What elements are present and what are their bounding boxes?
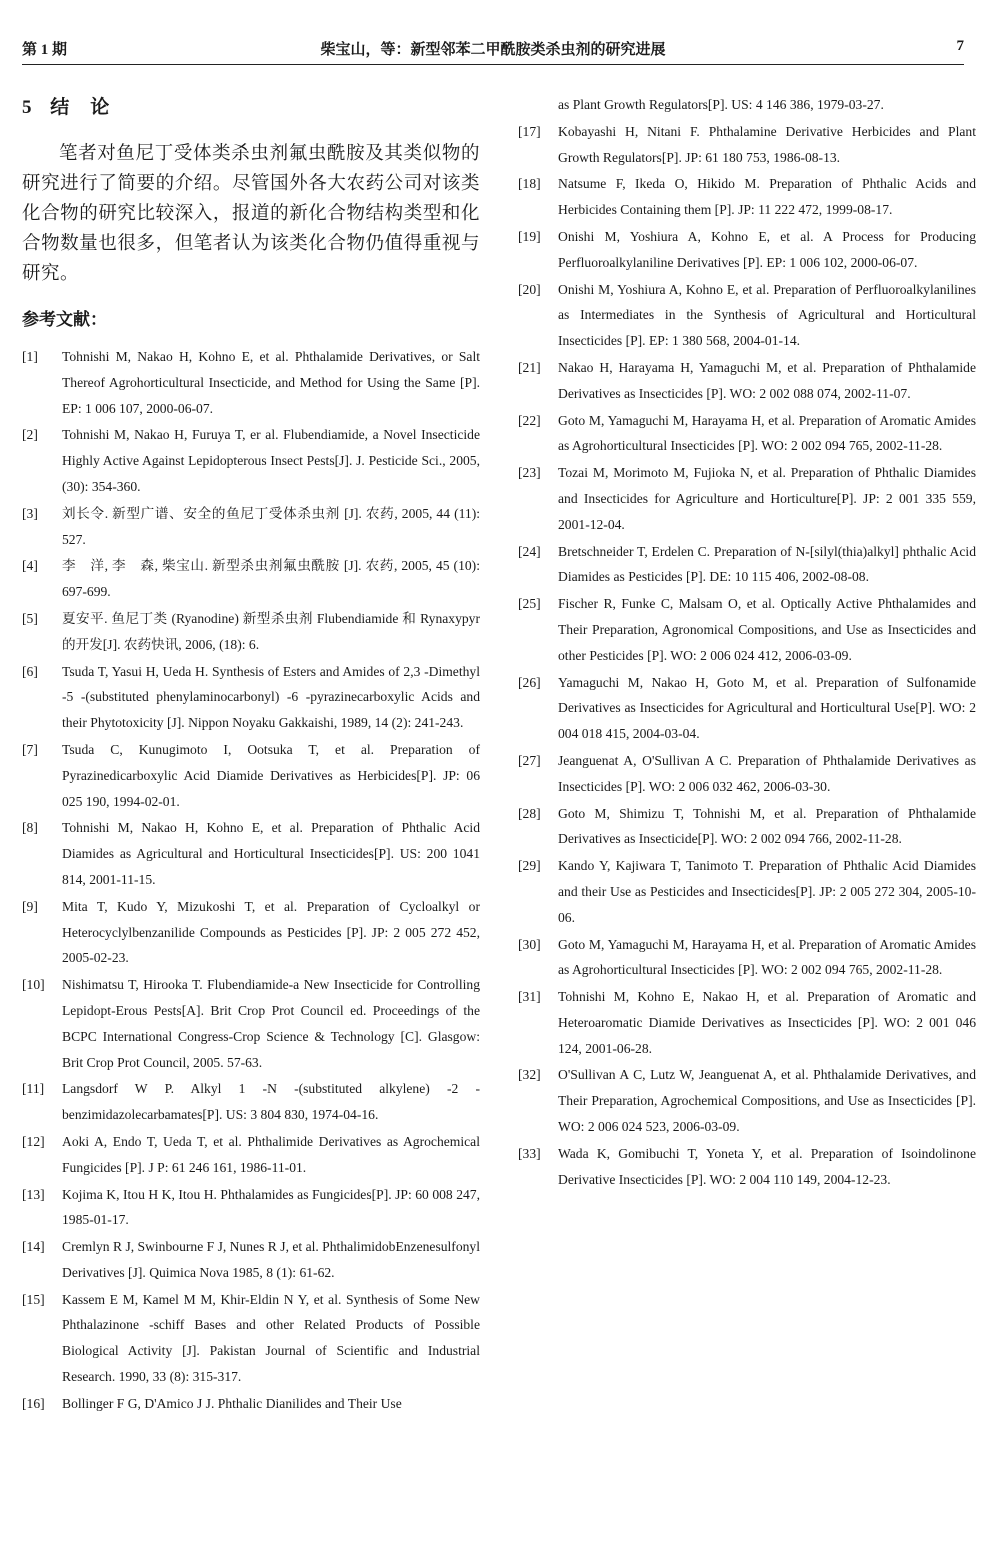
reference-entry bbox=[22, 553, 480, 605]
page-number: 7 bbox=[956, 38, 964, 54]
reference-entry bbox=[22, 501, 480, 553]
reference-text: Tsuda C, Kunugimoto I, Ootsuka T, et al. Preparation of Pyrazinedicarboxylic Acid Diamide Derivatives as Herbicides[P]. JP: 06 025 190, 1994-02-01. bbox=[62, 741, 480, 809]
reference-number: [23] bbox=[518, 465, 541, 481]
reference-text: Jeanguenat A, O'Sullivan A C. Preparation of Phthalamide Derivatives as Insecticides [P]. WO: 2 006 032 462, 2006-03-30. bbox=[558, 752, 976, 794]
reference-number: [18] bbox=[518, 176, 541, 192]
reference-number: [7] bbox=[22, 741, 38, 757]
reference-text: Fischer R, Funke C, Malsam O, et al. Optically Active Phthalamides and Their Preparation, Agronomical Compositions, and Use as Insecticides and other Pesticides [P]. WO: 2 006 024 412, 2006-03-09. bbox=[558, 596, 976, 663]
reference-text: 李 洋, 李 森, 柴宝山. 新型杀虫剂氟虫酰胺 [J]. 农药, 2005, 45 (10): 697-699. bbox=[62, 558, 480, 600]
reference-entry bbox=[22, 972, 480, 1075]
reference-number: [21] bbox=[518, 359, 541, 375]
reference-entry bbox=[518, 748, 976, 800]
reference-number: [31] bbox=[518, 989, 541, 1005]
reference-text: Nishimatsu T, Hirooka T. Flubendiamide-a New Insecticide for Controlling Lepidopt-Erous Pests[A]. Brit Crop Prot Council ed. Proceedings of the BCPC International Congress-Crop Science & Technology [C]. Glasgow: Brit Crop Prot Council, 2005. 57-63. bbox=[62, 977, 480, 1070]
reference-entry bbox=[518, 539, 976, 591]
reference-number: [6] bbox=[22, 663, 38, 679]
reference-number: [15] bbox=[22, 1291, 45, 1307]
running-header bbox=[22, 34, 964, 65]
reference-text: Goto M, Shimizu T, Tohnishi M, et al. Preparation of Phthalamide Derivatives as Insecticide[P]. WO: 2 002 094 766, 2002-11-28. bbox=[558, 805, 976, 847]
reference-number: [9] bbox=[22, 898, 38, 914]
reference-number: [33] bbox=[518, 1145, 541, 1161]
reference-text: Onishi M, Yoshiura A, Kohno E, et al. A Process for Producing Perfluoroalkylaniline Derivatives [P]. EP: 1 006 102, 2000-06-07. bbox=[558, 228, 976, 270]
reference-entry bbox=[22, 1182, 480, 1234]
reference-text: Tsuda T, Yasui H, Ueda H. Synthesis of Esters and Amides of 2,3 -Dimethyl -5 -(substituted phenylaminocarbonyl) -6 -pyrazinecarboxylic Acids and their Phytotoxicity [J]. Nippon Noyaku Gakkaishi, 1989, 14 (2): 241-243. bbox=[62, 663, 480, 731]
reference-entry bbox=[22, 1287, 480, 1390]
reference-number: [2] bbox=[22, 427, 38, 443]
reference-number: [5] bbox=[22, 610, 38, 626]
reference-entry bbox=[518, 119, 976, 171]
reference-text: Tohnishi M, Nakao H, Kohno E, et al. Phthalamide Derivatives, or Salt Thereof Agrohorticultural Insecticide, and Method for Using the Same [P]. EP: 1 006 107, 2000-06-07. bbox=[62, 349, 480, 416]
reference-text: Kando Y, Kajiwara T, Tanimoto T. Preparation of Phthalic Acid Diamides and their Use as Pesticides and Insecticides[P]. JP: 2 005 272 304, 2005-10-06. bbox=[558, 858, 976, 925]
reference-number: [30] bbox=[518, 936, 541, 952]
reference-entry bbox=[22, 815, 480, 892]
reference-text: 刘长令. 新型广谱、安全的鱼尼丁受体杀虫剂 [J]. 农药, 2005, 44 (11): 527. bbox=[62, 505, 480, 547]
reference-entry bbox=[22, 1391, 480, 1417]
reference-text: Tohnishi M, Nakao H, Furuya T, er al. Flubendiamide, a Novel Insecticide Highly Active Against Lepidopterous Insect Pests[J]. J. Pesticide Sci., 2005, (30): 354-360. bbox=[62, 427, 480, 494]
reference-number: [4] bbox=[22, 558, 38, 574]
reference-entry bbox=[518, 460, 976, 537]
reference-text: Tohnishi M, Kohno E, Nakao H, et al. Preparation of Aromatic and Heteroaromatic Diamide Derivatives as Insecticides [P]. WO: 2 001 046 124, 2001-06-28. bbox=[558, 989, 976, 1056]
reference-entry bbox=[518, 408, 976, 460]
reference-number: [32] bbox=[518, 1067, 541, 1083]
reference-entry bbox=[518, 984, 976, 1061]
reference-text: Bretschneider T, Erdelen C. Preparation of N-[silyl(thia)alkyl] phthalic Acid Diamides as Pesticides [P]. DE: 10 115 406, 2002-08-08. bbox=[558, 543, 976, 585]
reference-text: Onishi M, Yoshiura A, Kohno E, et al. Preparation of Perfluoroalkylanilines as Intermediates in the Synthesis of Agricultural and Horticultural Insecticides [P]. EP: 1 380 568, 2004-01-14. bbox=[558, 281, 976, 349]
reference-number: [16] bbox=[22, 1395, 45, 1411]
section-number: 5 bbox=[22, 97, 33, 118]
reference-entry bbox=[22, 737, 480, 814]
reference-number: [24] bbox=[518, 543, 541, 559]
reference-entry bbox=[22, 1076, 480, 1128]
references-heading: 参考文献： bbox=[22, 310, 107, 329]
reference-number: [8] bbox=[22, 820, 38, 836]
running-title: 柴宝山，等：新型邻苯二甲酰胺类杀虫剂的研究进展 bbox=[320, 42, 666, 58]
reference-number: [17] bbox=[518, 123, 541, 139]
reference-number: [1] bbox=[22, 349, 38, 364]
reference-entry bbox=[518, 591, 976, 668]
reference-entry bbox=[518, 171, 976, 223]
reference-entry bbox=[22, 1234, 480, 1286]
reference-number: [25] bbox=[518, 596, 541, 612]
reference-number: [11] bbox=[22, 1081, 45, 1097]
reference-number: [10] bbox=[22, 977, 45, 993]
reference-text: Bollinger F G, D'Amico J J. Phthalic Dianilides and Their Use bbox=[62, 1395, 402, 1411]
reference-entry bbox=[22, 606, 480, 658]
reference-number: [26] bbox=[518, 674, 541, 690]
reference-text: Wada K, Gomibuchi T, Yoneta Y, et al. Preparation of Isoindolinone Derivative Insecticides [P]. WO: 2 004 110 149, 2004-12-23. bbox=[558, 1145, 976, 1187]
reference-text: O'Sullivan A C, Lutz W, Jeanguenat A, et al. Phthalamide Derivatives, and Their Preparation, Agrochemical Compositions, and Use as Insecticides [P]. WO: 2 006 024 523, 2006-03-09. bbox=[558, 1067, 976, 1135]
reference-entry bbox=[518, 670, 976, 747]
reference-entry bbox=[518, 224, 976, 276]
reference-entry bbox=[518, 1141, 976, 1193]
reference-entry bbox=[518, 1062, 976, 1139]
reference-number: [22] bbox=[518, 412, 541, 428]
reference-text: Kassem E M, Kamel M M, Khir-Eldin N Y, et al. Synthesis of Some New Phthalazinone -schiff Bases and other Related Products of Possible Biological Activity [J]. Pakistan Journal of Scientific and Industrial Research. 1990, 33 (8): 315-317. bbox=[62, 1291, 480, 1385]
reference-entry bbox=[518, 853, 976, 930]
reference-entry bbox=[22, 894, 480, 971]
reference-text: Mita T, Kudo Y, Mizukoshi T, et al. Preparation of Cycloalkyl or Heterocyclylbenzanilide Compounds as Pesticides [P]. JP: 2 005 272 452, 2005-02-23. bbox=[62, 898, 480, 966]
reference-entry bbox=[518, 932, 976, 984]
conclusion-paragraph: 笔者对鱼尼丁受体类杀虫剂氟虫酰胺及其类似物的研究进行了简要的介绍。尽管国外各大农药公司对该类化合物的研究比较深入，报道的新化合物结构类型和化合物数量也很多，但笔者认为该类化合物仍值得重视与研究。 bbox=[22, 144, 480, 284]
reference-entry bbox=[22, 1129, 480, 1181]
section-title: 结 论 bbox=[50, 97, 111, 118]
reference-text: 夏安平. 鱼尼丁类 (Ryanodine) 新型杀虫剂 Flubendiamide 和 Rynaxypyr 的开发[J]. 农药快讯, 2006, (18): 6. bbox=[62, 610, 480, 652]
reference-number: [14] bbox=[22, 1239, 45, 1255]
issue-number: 第 1 期 bbox=[22, 42, 68, 58]
reference-number: [20] bbox=[518, 281, 541, 297]
reference-entry bbox=[518, 277, 976, 354]
reference-text: Yamaguchi M, Nakao H, Goto M, et al. Preparation of Sulfonamide Derivatives as Insecticides for Agricultural and Horticultural Use[P]. WO: 2 004 018 415, 2004-03-04. bbox=[558, 674, 976, 742]
reference-text: Kobayashi H, Nitani F. Phthalamine Derivative Herbicides and Plant Growth Regulators[P]. JP: 61 180 753, 1986-08-13. bbox=[558, 123, 976, 165]
reference-text: Tohnishi M, Nakao H, Kohno E, et al. Preparation of Phthalic Acid Diamides as Agricultural and Horticultural Insecticides[P]. US: 200 1041 814, 2001-11-15. bbox=[62, 820, 480, 887]
reference-list-left bbox=[22, 344, 480, 1417]
reference-text: Natsume F, Ikeda O, Hikido M. Preparation of Phthalic Acids and Herbicides Containing them [P]. JP: 11 222 472, 1999-08-17. bbox=[558, 176, 976, 218]
reference-entry bbox=[22, 659, 480, 736]
reference-text: Cremlyn R J, Swinbourne F J, Nunes R J, et al. PhthalimidobEnzenesulfonyl Derivatives [J]. Quimica Nova 1985, 8 (1): 61-62. bbox=[62, 1239, 480, 1280]
reference-entry bbox=[22, 422, 480, 499]
reference-entry bbox=[518, 355, 976, 407]
reference-number: [27] bbox=[518, 752, 541, 768]
reference-text: Nakao H, Harayama H, Yamaguchi M, et al. Preparation of Phthalamide Derivatives as Insecticides [P]. WO: 2 002 088 074, 2002-11-07. bbox=[558, 359, 976, 401]
section-heading bbox=[22, 92, 480, 119]
reference-number: [29] bbox=[518, 858, 541, 874]
reference-number: [3] bbox=[22, 505, 38, 521]
reference-number: [19] bbox=[518, 228, 541, 244]
reference-text: Tozai M, Morimoto M, Fujioka N, et al. Preparation of Phthalic Diamides and Insecticides for Agriculture and Horticulture[P]. JP: 2 001 335 559, 2001-12-04. bbox=[558, 465, 976, 532]
reference-number: [13] bbox=[22, 1186, 45, 1202]
reference-text: Kojima K, Itou H K, Itou H. Phthalamides as Fungicides[P]. JP: 60 008 247, 1985-01-17. bbox=[62, 1186, 480, 1228]
reference-16-continuation: as Plant Growth Regulators[P]. US: 4 146 386, 1979-03-27. bbox=[558, 97, 884, 112]
reference-text: Aoki A, Endo T, Ueda T, et al. Phthalimide Derivatives as Agrochemical Fungicides [P]. J P: 61 246 161, 1986-11-01. bbox=[62, 1133, 480, 1175]
reference-number: [28] bbox=[518, 805, 541, 821]
reference-text: Goto M, Yamaguchi M, Harayama H, et al. Preparation of Aromatic Amides as Agrohorticultural Insecticides [P]. WO: 2 002 094 765, 2002-11-28. bbox=[558, 936, 976, 978]
reference-entry bbox=[518, 801, 976, 853]
reference-text: Langsdorf W P. Alkyl 1 -N -(substituted alkylene) -2 -benzimidazolecarbamates[P]. US: 3 804 830, 1974-04-16. bbox=[62, 1081, 480, 1123]
left-column bbox=[22, 92, 480, 1418]
reference-number: [12] bbox=[22, 1133, 45, 1149]
reference-text: Goto M, Yamaguchi M, Harayama H, et al. Preparation of Aromatic Amides as Agrohorticultural Insecticides [P]. WO: 2 002 094 765, 2002-11-28. bbox=[558, 412, 976, 454]
right-column bbox=[518, 92, 976, 1193]
reference-list-right bbox=[518, 119, 976, 1193]
reference-entry bbox=[22, 344, 480, 421]
